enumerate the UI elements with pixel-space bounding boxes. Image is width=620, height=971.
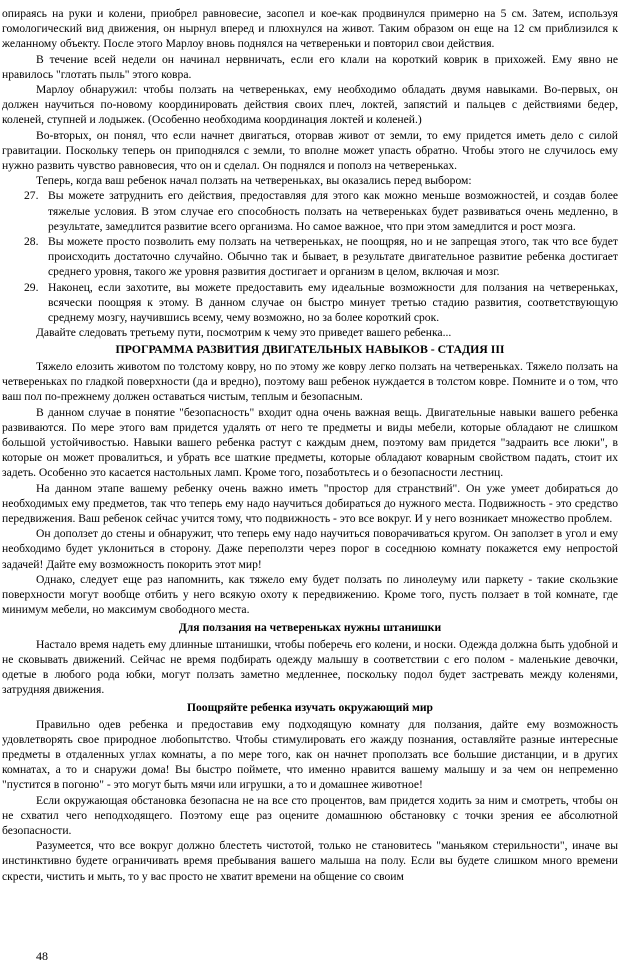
paragraph: Марлоу обнаружил: чтобы ползать на четвереньках, ему необходимо обладать двумя навыками. Во-первых, он должен научиться по-новому координировать действия своих плеч, локтей, запястий и пальцев с действиями бедер, коленей, ступней и лодыжек. (Особенно необходима координация локтей и коленей.) (2, 83, 618, 127)
paragraph: Правильно одев ребенка и предоставив ему подходящую комнату для ползания, дайте ему возможность удовлетворять свое природное любопытство. Чтобы стимулировать его жажду познания, оставляйте разные интересные предметы в отдаленных углах комнаты, а по мере того, как он начнет проползать все большие дистанции, и в других комнатах, а то и снаружи дома! Вы быстро поймете, что именно нравится вашему малышу и за чем он непременно "пустится в погоню" - это могут быть мячи или игрушки, а то и домашнее животное! (2, 717, 618, 792)
list-item-number: 28. (24, 235, 39, 249)
choice-list (2, 188, 618, 325)
paragraph: Однако, следует еще раз напомнить, как тяжело ему будет ползать по линолеуму или паркету - такие скользкие поверхности могут вообще отбить у него всякую охоту к передвижению. Кроме того, пусть ползает в той комнате, где минимум мебели, но максимум свободного места. (2, 572, 618, 617)
paragraph: Настало время надеть ему длинные штанишки, чтобы поберечь его колени, и носки. Одежда должна быть удобной и не сковывать движений. Сейчас не время подбирать одежду малышу в соответствии с его полом - маленькие девочки, одетые в любого рода юбки, могут ползать заметно медленнее, поскольку подол будет застревать между коленями, затрудняя движения. (2, 637, 618, 697)
paragraph: Разумеется, что все вокруг должно блестеть чистотой, только не становитесь "маньяком стерильности", иначе вы инстинктивно будете ограничивать время пребывания вашего малыша на полу. Если вы будете слишком много времени скрести, чистить и мыть, то у вас просто не хватит времени на общение со своим (2, 839, 618, 883)
list-item-number: 29. (24, 280, 39, 294)
paragraph: Он доползет до стены и обнаружит, что теперь ему надо научиться поворачиваться кругом. Он заползет в угол и ему необходимо будет уклониться в сторону. Даже переползти через порог в соседнюю комнату покажется ему непростой задачей! Дайте ему возможность покорить этот мир! (2, 527, 618, 571)
paragraph: Тяжело елозить животом по толстому ковру, но по этому же ковру легко ползать на четвереньках. Тяжело ползать на четвереньках по гладкой поверхности (да и вредно), поэтому ваш ребенок нуждается в толстом ковре. Помните и о том, что ваш пол по-прежнему должен оставаться чистым, теплым и безопасным. (2, 359, 618, 404)
paragraph: Во-вторых, он понял, что если начнет двигаться, оторвав живот от земли, то ему придется иметь дело с силой гравитации. Поскольку теперь он приподнялся с земли, то вполне может упасть обратно. Чтобы этого не случилось ему нужно развить чувство равновесия, что он и сделал. Он поднялся и пополз на четвереньках. (2, 128, 618, 173)
page-number: 48 (36, 949, 48, 963)
paragraph: Теперь, когда ваш ребенок начал ползать на четвереньках, вы оказались перед выбором: (36, 174, 472, 188)
list-item (2, 280, 618, 326)
paragraph-continued: опираясь на руки и колени, приобрел равновесие, засопел и кое-как продвинулся примерно на 5 см. Затем, используя гомологический вид движения, он нырнул вперед и плюхнулся на живот. Таким образом он еще на 12 см приблизился к желанному объекту. После этого Марлоу вновь поднялся на четвереньки и повторил свои действия. (2, 7, 618, 51)
list-item (2, 188, 618, 234)
paragraph: Если окружающая обстановка безопасна не на все сто процентов, вам придется ходить за ним и смотреть, чтобы он не схватил чего неподходящего. Поэтому еще раз оцените домашнюю обстановку с точки зрения ее абсолютной безопасности. (2, 793, 618, 838)
list-item-text: Вы можете затруднить его действия, предоставляя для этого как можно меньше возможностей, и создав более тяжелые условия. В этом случае его способность ползать на четвереньках будет развиваться очень медленно, в результате, замедлится развитие всего организма. Но самое важное, что при этом замедлится и рост мозга. (48, 189, 618, 233)
list-item-text: Вы можете просто позволить ему ползать на четвереньках, не поощряя, но и не запрещая этого, так что все будет происходить достаточно случайно. Обычно так и бывает, в результате двигательное развитие ребенка достигает среднего уровня, такого же уровня развития достигает и организм в целом, включая и мозг. (48, 235, 618, 279)
paragraph: В течение всей недели он начинал нервничать, если его клали на короткий коврик в прихожей. Ему явно не нравилось "глотать пыль" этого ковра. (2, 52, 618, 81)
list-item-number: 27. (24, 189, 39, 203)
list-item (2, 234, 618, 280)
subheading: Для ползания на четвереньках нужны штанишки (178, 621, 442, 635)
paragraph: В данном случае в понятие "безопасность" входит одна очень важная вещь. Двигательные навыки вашего ребенка развиваются. По мере этого вам придется удалять от него те предметы и виды мебели, которые обладают не слишком большой устойчивостью. Навыки вашего ребенка растут с каждым днем, поэтому вам придется "задраить все люки", в которые он может провалиться, и убрать все шаткие предметы, которые обладают коварным свойством падать, стоит их задеть. Особенно это касается настольных ламп. Кроме того, позаботьтесь и о безопасности лестниц. (2, 405, 618, 480)
list-item-text: Наконец, если захотите, вы можете предоставить ему идеальные возможности для ползания на четвереньках, всячески поощряя к этому. В данном случае он быстро минует третью стадию развития, соответствующую среднему мозгу, научившись всему, чему возможно, но за более короткий срок. (48, 280, 618, 325)
subheading: Поощряйте ребенка изучать окружающий мир (186, 701, 433, 715)
paragraph: Давайте следовать третьему пути, посмотрим к чему это приведет вашего ребенка... (36, 326, 452, 340)
paragraph: На данном этапе вашему ребенку очень важно иметь "простор для странствий". Он уже умеет добираться до необходимых ему предметов, так что теперь ему надо научиться добираться до нужного места. Подвижность - это средство передвижения. Ваш ребенок сейчас учится тому, что подвижность - это все вокруг. И у него возникает множество проблем. (2, 481, 618, 525)
section-heading: ПРОГРАММА РАЗВИТИЯ ДВИГАТЕЛЬНЫХ НАВЫКОВ - СТАДИЯ III (115, 342, 505, 357)
